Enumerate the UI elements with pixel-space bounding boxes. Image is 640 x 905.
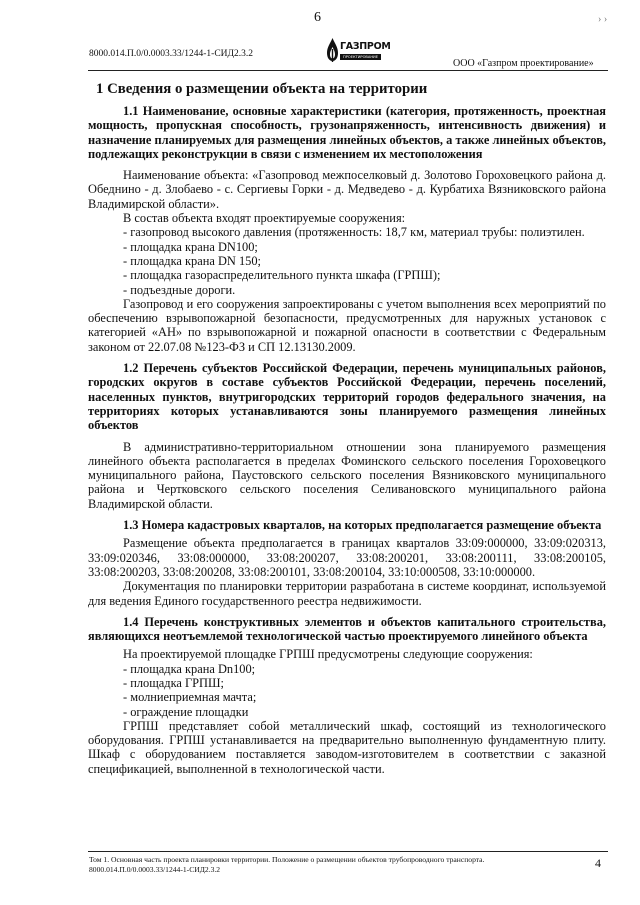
list-item: - площадка крана Dn100;	[123, 661, 256, 676]
header-org: ООО «Газпром проектирование»	[453, 58, 594, 69]
footer-line-2: 8000.014.П.0/0.0003.33/1244-1-СИД2.3.2	[89, 865, 221, 874]
section-1-1-heading: 1.1 Наименование, основные характеристики (категория, протяженность, проектная мощность, пропускная способность, грузонапряженность, интенсивность движения) и назначение планируемых для размещения линейных объектов, а также линейных объектов, подлежащих реконструкции в связи с изменением их местоположения	[88, 104, 606, 161]
page-number: 4	[595, 856, 601, 870]
gazprom-logo	[322, 36, 391, 66]
list-item: - площадка газораспределительного пункта шкафа (ГРПШ);	[123, 268, 441, 283]
header-doc-code: 8000.014.П.0/0.0003.33/1244-1-СИД2.3.2	[89, 49, 254, 59]
territory-paragraph: В административно-территориальном отношении зона планируемого размещения линейного объекта располагается в пределах Фоминского сельского поселения Гороховецкого муниципального района, Паустовского сельского поселения Вязниковского муниципального района и Чертковского сельского поселения Селивановского муниципального района Владимирской области.	[88, 439, 606, 511]
list-item: - газопровод высокого давления (протяженность: 18,7 км, материал трубы: полиэтилен.	[123, 225, 585, 240]
safety-paragraph: Газопровод и его сооружения запроектированы с учетом выполнения всех мероприятий по обеспечению взрывопожарной безопасности, предусмотренных для наружных установок с категорией «АН» по взрывопожарной и пожарной опасности в соответствии с Федеральным законом от 22.07.08 №123-ФЗ и СП 12.13130.2009.	[88, 296, 606, 354]
section-1-2-heading: 1.2 Перечень субъектов Российской Федерации, перечень муниципальных районов, городских округов в составе субъектов Российской Федерации, перечень поселений, населенных пунктов, внутригородских территорий городов федерального значения, на территориях которых устанавливаются зоны планируемого размещения линейных объектов	[88, 361, 606, 433]
list-item: - подъездные дороги.	[123, 282, 236, 297]
list-item: - площадка ГРПШ;	[123, 675, 224, 690]
logo-subtitle: ПРОЕКТИРОВАНИЕ	[340, 54, 381, 60]
grpsh-description: ГРПШ представляет собой металлический шкаф, состоящий из технологического оборудования. ГРПШ устанавливается на предварительно выполненную фундаментную плиту. Шкаф с оборудованием поставляется заводом-изготовителем в соответствии с заказной спецификацией, выполненной в технологической части.	[88, 718, 606, 776]
page-number-top: 6	[314, 10, 321, 25]
list-item: - ограждение площадки	[123, 704, 249, 719]
section-title: 1 Сведения о размещении объекта на территории	[96, 81, 428, 97]
object-name-paragraph: Наименование объекта: «Газопровод межпоселковый д. Золотово Гороховецкого района д. Обеднино - д. Злобаево - с. Сергиевы Горки - д. Медведево - д. Курбатиха Вязниковского района Владимирской области».	[88, 168, 606, 211]
section-1-3-heading: 1.3 Номера кадастровых кварталов, на которых предполагается размещение объекта	[123, 518, 602, 533]
composition-intro: В состав объекта входят проектируемые сооружения:	[123, 211, 406, 226]
section-1-4-heading: 1.4 Перечень конструктивных элементов и объектов капитального строительства, являющихся неотъемлемой технологической частью проектируемого линейного объекта	[88, 614, 606, 644]
coordinates-paragraph: Документация по планировки территории разработана в системе координат, используемой для ведения Единого государственного реестра недвижимости.	[88, 579, 606, 608]
logo-word: ГАЗПРОМ	[340, 41, 391, 52]
list-item: - молниеприемная мачта;	[123, 690, 257, 705]
list-item: - площадка крана DN100;	[123, 239, 258, 254]
grpsh-intro: На проектируемой площадке ГРПШ предусмотрены следующие сооружения:	[123, 647, 533, 662]
list-item: - площадка крана DN 150;	[123, 253, 261, 268]
footer-line-1: Том 1. Основная часть проекта планировки территории. Положение о размещении объектов трубопроводного транспорта.	[89, 855, 485, 864]
document-body	[88, 80, 606, 776]
cadastral-paragraph: Размещение объекта предполагается в границах кварталов 33:09:000000, 33:09:020313, 33:09:020346, 33:08:000000, 33:08:200207, 33:08:200201, 33:08:200111, 33:08:200105, 33:08:200203, 33:08:200208, 33:08:200101, 33:08:200104, 33:10:000508, 33:10:000000.	[88, 536, 606, 579]
flame-icon	[326, 38, 339, 62]
footer-text	[89, 855, 559, 875]
corner-mark: › ›	[598, 14, 608, 25]
header-divider	[88, 70, 608, 71]
footer-divider	[88, 851, 608, 852]
